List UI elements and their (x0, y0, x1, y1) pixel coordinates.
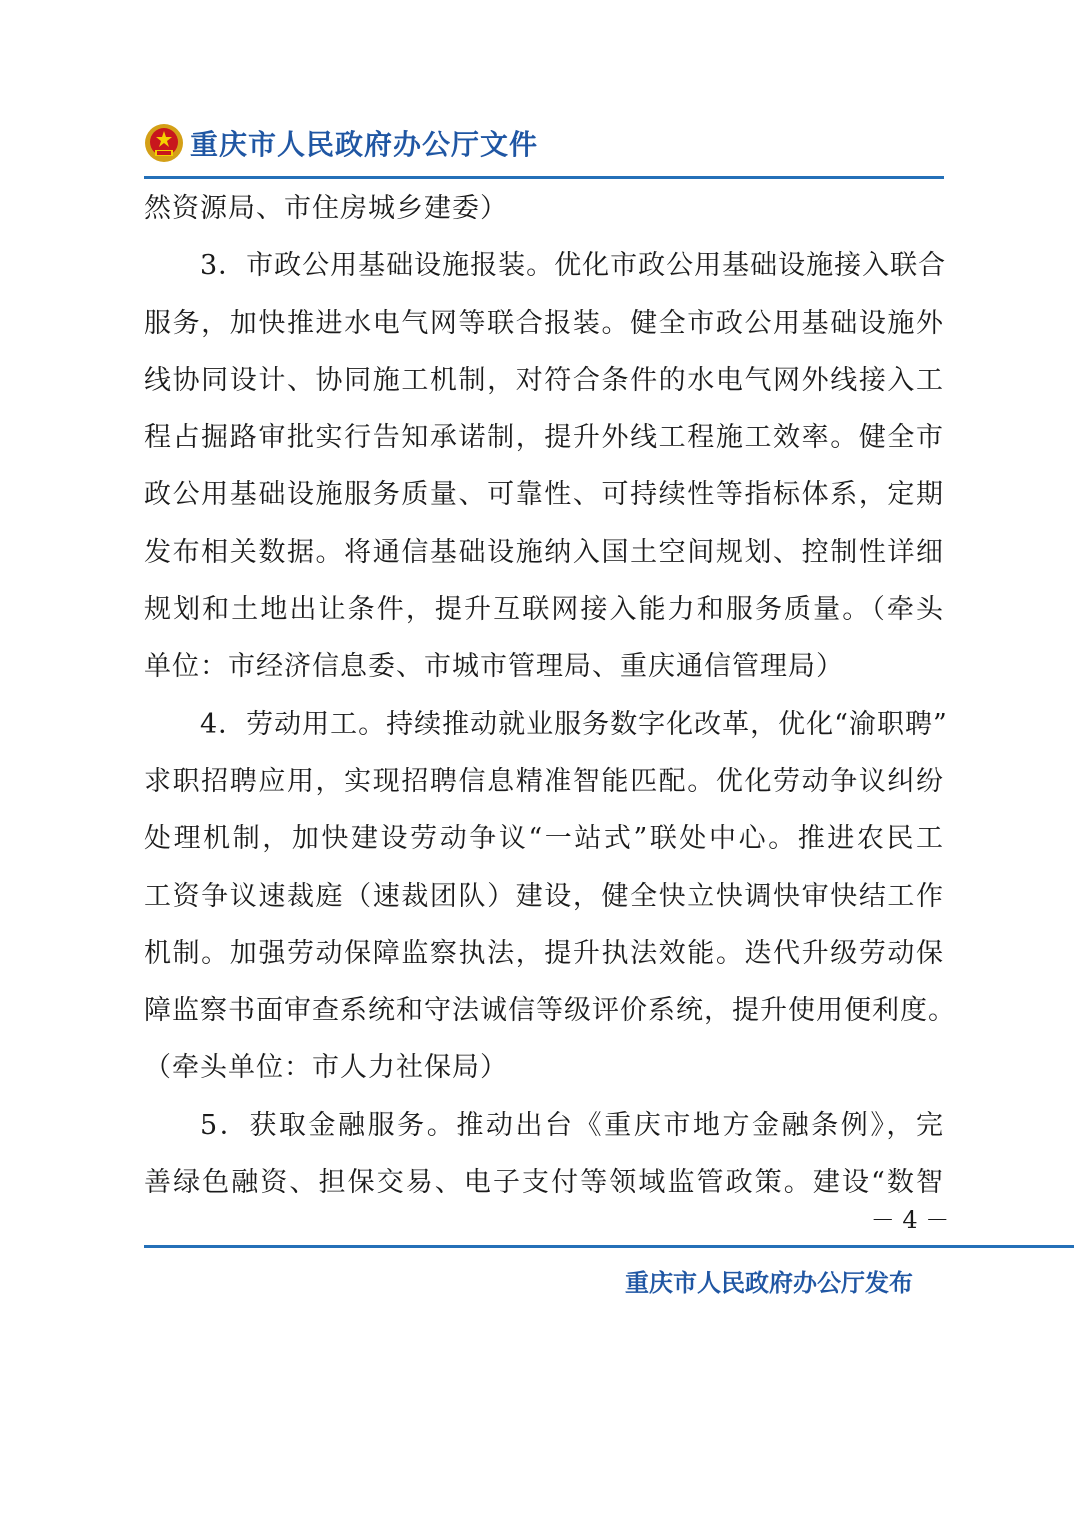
body-line: 规划和土地出让条件，提升互联网接入能力和服务质量。（牵头 (144, 594, 944, 626)
body-line: 然资源局、市住房城乡建委） (144, 193, 508, 224)
body-line: 求职招聘应用，实现招聘信息精准智能匹配。优化劳动争议纠纷 (144, 765, 944, 797)
body-line: 服务，加快推进水电气网等联合报装。健全市政公用基础设施外 (144, 307, 944, 339)
body-line: 线协同设计、协同施工机制，对符合条件的水电气网外线接入工 (144, 364, 944, 396)
document-header (144, 118, 538, 168)
document-body (144, 180, 956, 1211)
footer-publisher: 重庆市人民政府办公厅发布 (625, 1269, 913, 1297)
body-line: 机制。加强劳动保障监察执法，提升执法效能。迭代升级劳动保 (144, 937, 944, 969)
body-line: 工资争议速裁庭（速裁团队）建设，健全快立快调快审快结工作 (144, 880, 944, 912)
body-line: 政公用基础设施服务质量、可靠性、可持续性等指标体系，定期 (144, 479, 944, 511)
body-line: 单位：市经济信息委、市城市管理局、重庆通信管理局） (144, 651, 844, 683)
body-line: 4．劳动用工。持续推动就业服务数字化改革，优化“渝职聘” (200, 708, 948, 740)
page-number: － 4 － (870, 1206, 950, 1234)
body-line: 发布相关数据。将通信基础设施纳入国土空间规划、控制性详细 (144, 536, 944, 568)
footer-divider (144, 1245, 1074, 1248)
body-line: 3．市政公用基础设施报装。优化市政公用基础设施接入联合 (200, 250, 947, 282)
body-line: 处理机制，加快建设劳动争议“一站式”联处中心。推进农民工 (144, 823, 944, 855)
body-line: 障监察书面审查系统和守法诚信等级评价系统，提升使用便利度。 (144, 995, 956, 1027)
body-line: （牵头单位：市人力社保局） (144, 1052, 508, 1084)
header-divider (144, 176, 944, 179)
document-header-title: 重庆市人民政府办公厅文件 (190, 128, 539, 161)
national-emblem-icon (144, 123, 184, 163)
body-line: 善绿色融资、担保交易、电子支付等领域监管政策。建设“数智 (144, 1167, 944, 1199)
body-line: 程占掘路审批实行告知承诺制，提升外线工程施工效率。健全市 (144, 422, 944, 454)
body-line: 5．获取金融服务。推动出台《重庆市地方金融条例》，完 (200, 1109, 944, 1141)
